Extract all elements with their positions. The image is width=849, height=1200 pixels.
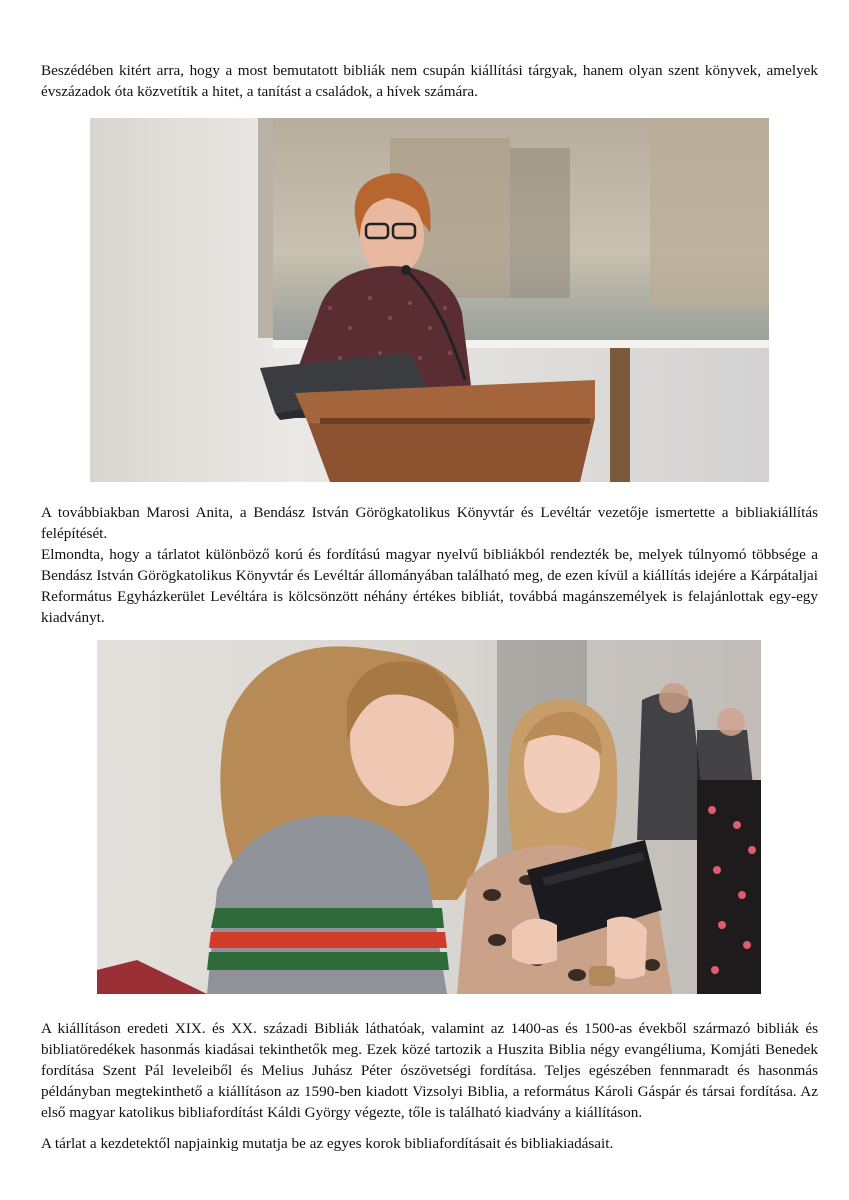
speaker-photo-illustration <box>90 118 769 482</box>
closing-paragraph: A tárlat a kezdetektől napjainkig mutatja be az egyes korok bibliafordításait és bibliakiadásait. <box>41 1135 614 1152</box>
speaker-photo <box>90 118 769 482</box>
body-paragraph-3: Elmondta, hogy a tárlatot különböző korú és fordítású magyar nyelvű bibliákból rendezték be, melyek túlnyomó többsége a Bendász István Görögkatolikus Könyvtár és Levéltár állományában található meg, de ezen kívül a kiállítás idejére a Kárpátaljai Református Egyházkerület Levéltára is kölcsönzött néhány értékes bibliát, továbbá magánszemélyek is felajánlottak egy-egy kiadványt. <box>41 546 818 626</box>
intro-paragraph: Beszédében kitért arra, hogy a most bemutatott bibliák nem csupán kiállítási tárgyak, hanem olyan szent könyvek, amelyek évszázadok óta közvetítik a hitet, a tanítást a családok, a hívek számára. <box>41 62 818 100</box>
reading-photo-illustration <box>97 640 761 994</box>
body-paragraph-4: A kiállításon eredeti XIX. és XX. századi Bibliák láthatóak, valamint az 1400-as és 1500-as évekből származó bibliák és bibliatöredékek hasonmás kiadásai tekinthetők meg. Ezek közé tartozik a Huszita Biblia négy evangéliuma, Komjáti Benedek fordítása Szent Pál leveleiből és Melius Juhász Péter ószövetségi fordítása. Teljes egészében fennmaradt és hasonmás példányban megtekinthető a kiállításon az 1590-ben kiadott Vizsolyi Biblia, a református Károli Gáspár és társai fordítása. Az első magyar katolikus bibliafordítást Káldi György végezte, tőle is található kiadvány a kiállításon. <box>41 1020 818 1121</box>
body-paragraph-2: A továbbiakban Marosi Anita, a Bendász István Görögkatolikus Könyvtár és Levéltár vezetője ismertette a bibliakiállítás felépítését. <box>41 504 818 542</box>
reading-photo <box>97 640 761 994</box>
